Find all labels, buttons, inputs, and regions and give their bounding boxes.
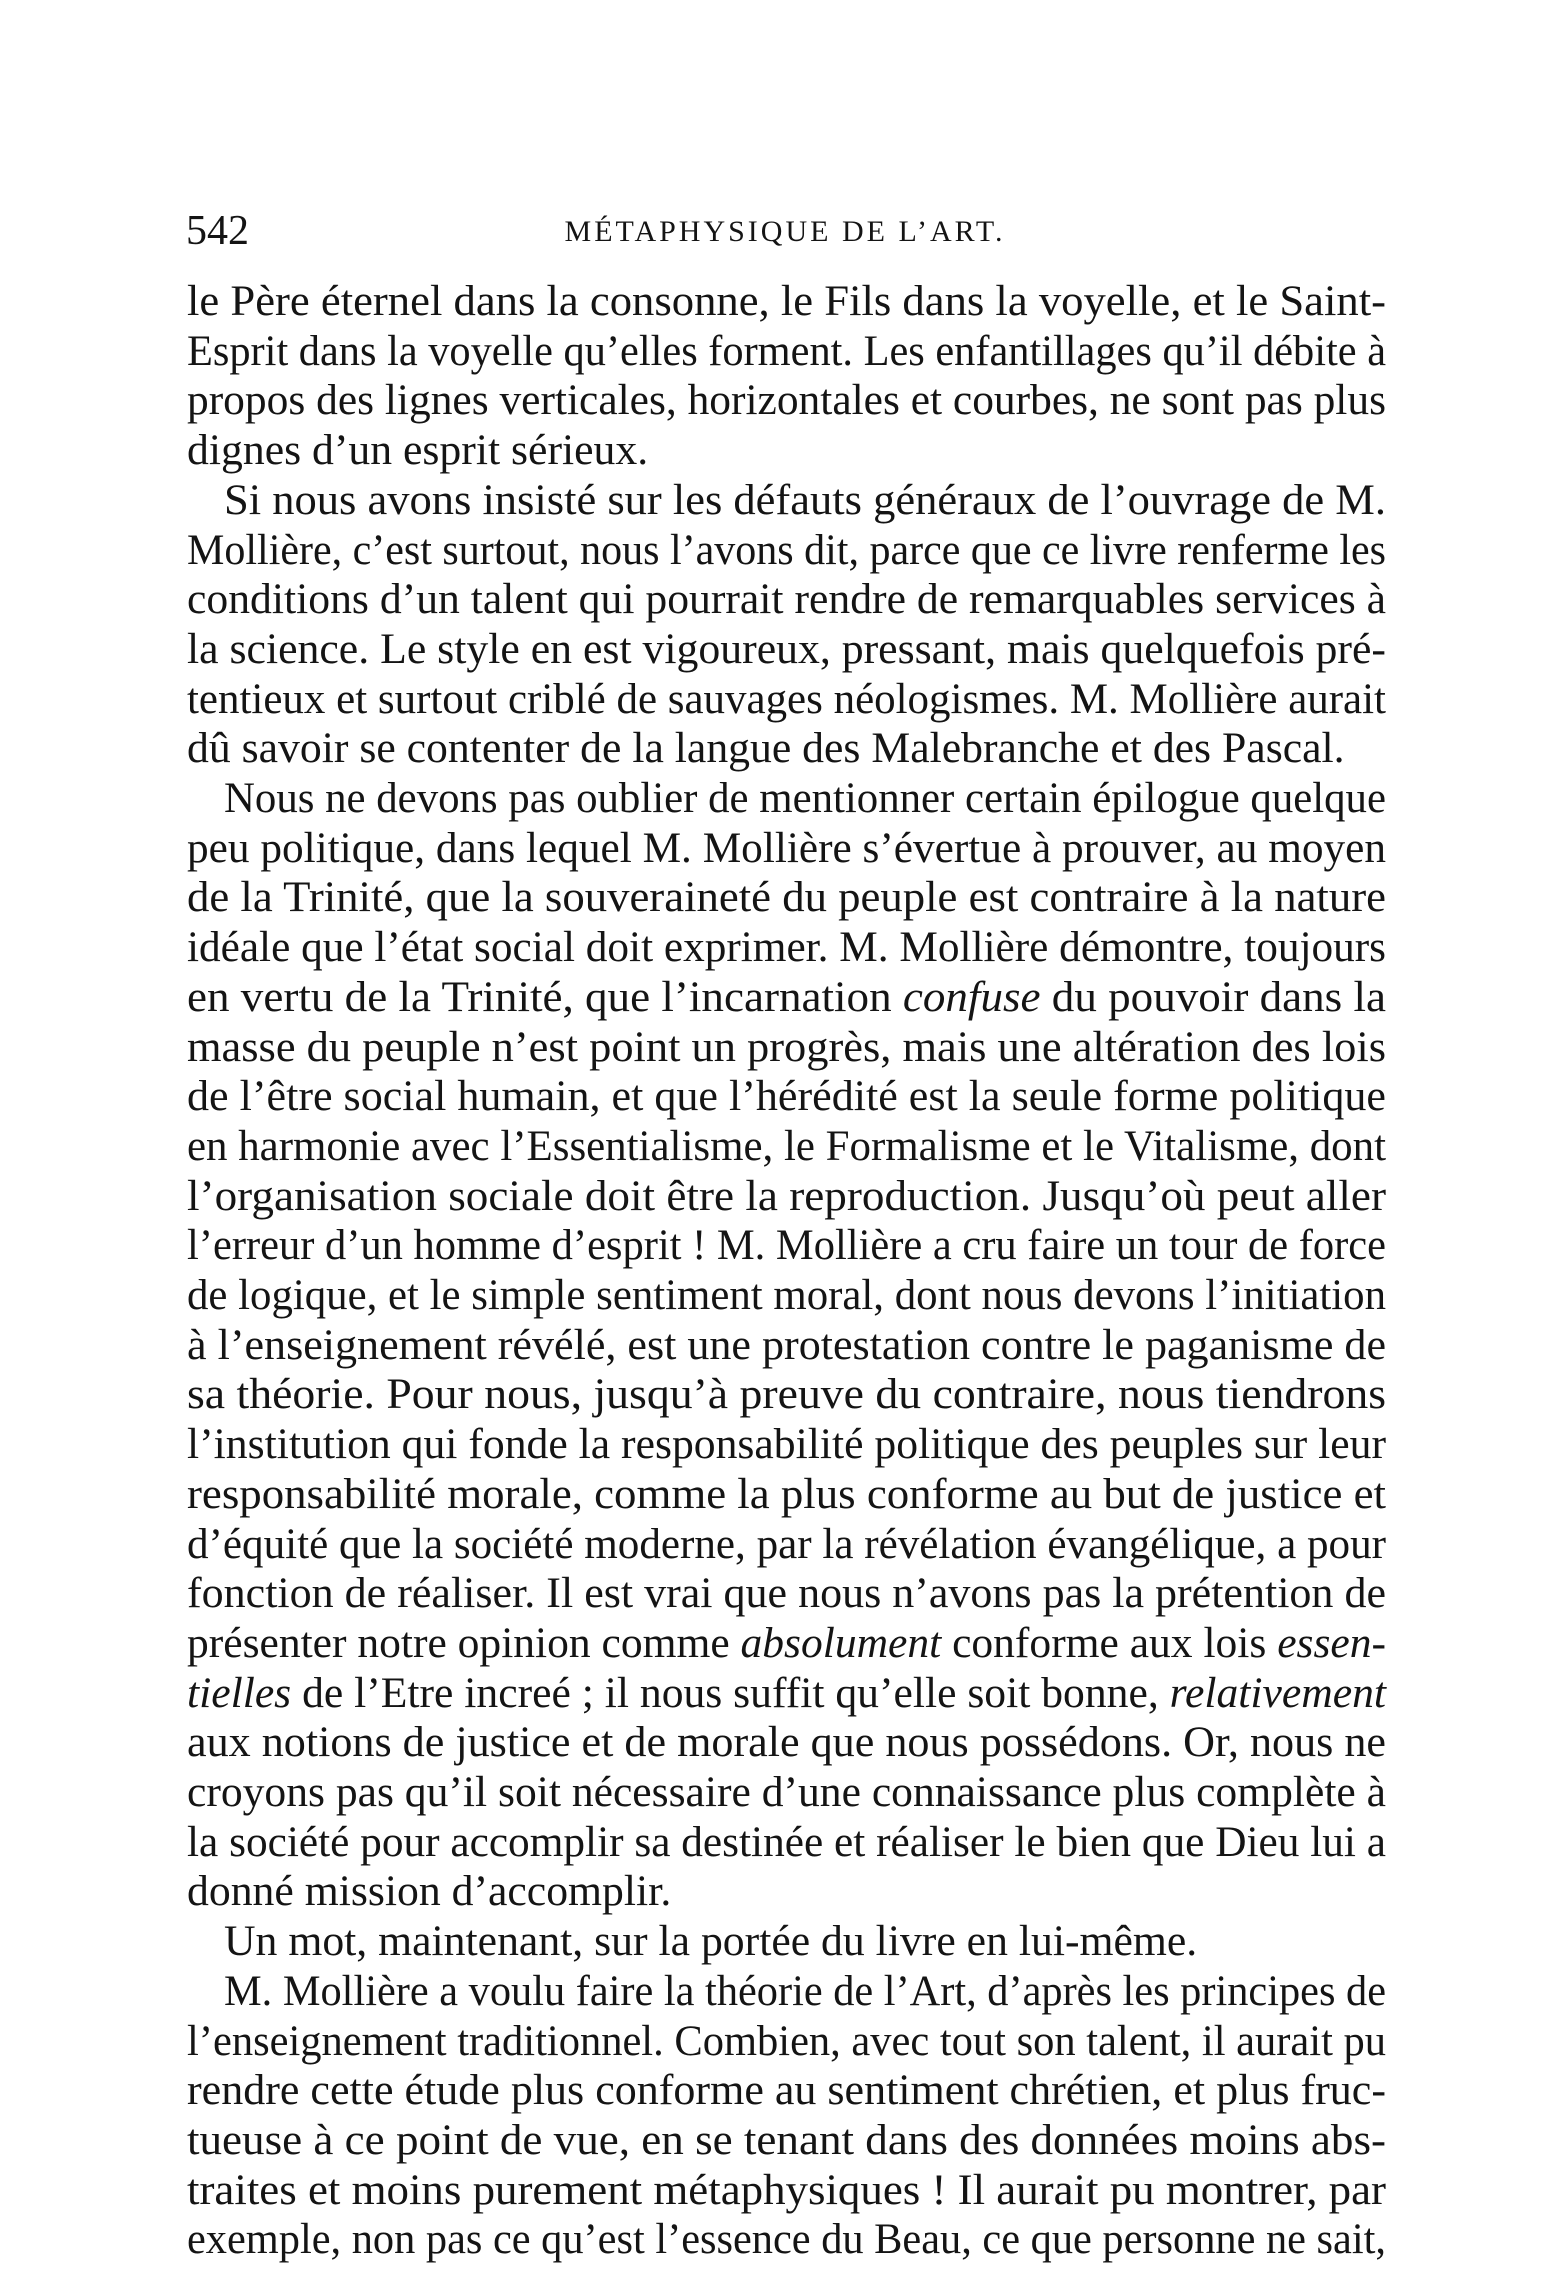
text-line [224, 1967, 1404, 2017]
text-line [187, 1271, 1391, 1321]
text-line [187, 1619, 1386, 1669]
text-span: tueuse à ce point de vue, en se tenant dans des données moins abs- [187, 2116, 1386, 2164]
text-line [187, 1520, 1386, 1570]
text-span: du pouvoir dans la [1040, 973, 1386, 1021]
text-line-content [187, 2116, 1386, 2166]
text-span: le Père éternel dans la consonne, le Fils dans la voyelle, et le Saint- [187, 278, 1386, 325]
text-span: l’enseignement traditionnel. Combien, avec tout son talent, il aurait pu [187, 2017, 1386, 2065]
text-line [187, 2066, 1386, 2116]
text-span: de la Trinité, que la souveraineté du peuple est contraire à la nature [187, 874, 1386, 922]
text-line [187, 376, 1386, 426]
text-line-content [187, 376, 1386, 426]
text-line-content [187, 1718, 1386, 1768]
text-line-content [187, 923, 1386, 973]
text-line [187, 724, 1345, 774]
text-span: conforme aux lois [941, 1619, 1278, 1667]
text-span: fonction de réaliser. Il est vrai que nous n’avons pas la prétention de [187, 1570, 1386, 1618]
text-span: la science. Le style en est vigoureux, pressant, mais quelquefois pré- [187, 625, 1386, 673]
text-line-content [187, 277, 1386, 327]
text-line-content [187, 526, 1386, 576]
text-span: croyons pas qu’il soit nécessaire d’une connaissance plus complète à [187, 1769, 1386, 1816]
italic-text: tielles [187, 1669, 292, 1717]
text-line-content [187, 1470, 1386, 1520]
text-span: traites et moins purement métaphysiques ! Il aurait pu montrer, par [187, 2166, 1386, 2214]
text-span: idéale que l’état social doit exprimer. M. Mollière démontre, toujours [187, 924, 1386, 972]
text-span: de l’être social humain, et que l’hérédité est la seule forme politique [187, 1073, 1386, 1121]
text-line-content [187, 575, 1386, 625]
text-line [187, 1818, 1386, 1868]
text-span: l’institution qui fonde la responsabilité politique des peuples sur leur [187, 1421, 1386, 1469]
text-line-content [224, 774, 1386, 824]
text-line-content [187, 2166, 1386, 2216]
text-span: tentieux et surtout criblé de sauvages néologismes. M. Mollière aurait [187, 675, 1386, 723]
text-span: Nous ne devons pas oublier de mentionner certain épilogue quelque [224, 775, 1386, 822]
text-line-content [187, 1420, 1386, 1470]
text-span: sa théorie. Pour nous, jusqu’à preuve du contraire, nous tiendrons [187, 1371, 1386, 1419]
italic-text: absolument [740, 1619, 942, 1667]
text-span: à l’enseignement révélé, est une protestation contre le paganisme de [187, 1321, 1386, 1369]
text-line [187, 1569, 1386, 1619]
text-line-content [187, 1619, 1386, 1669]
text-line-content [187, 1122, 1386, 1172]
text-span: l’erreur d’un homme d’esprit ! M. Mollière a cru faire un tour de force [187, 1222, 1386, 1270]
text-line-content [187, 973, 1386, 1023]
text-line-content [187, 1321, 1386, 1371]
italic-text: relativement [1169, 1669, 1386, 1717]
text-line [187, 575, 1386, 625]
text-span: donné mission d’accomplir. [187, 1868, 672, 1916]
text-line [187, 1072, 1386, 1122]
text-span: propos des lignes verticales, horizontales et courbes, ne sont pas plus [187, 377, 1386, 425]
text-span: exemple, non pas ce qu’est l’essence du Beau, ce que personne ne sait, [187, 2216, 1386, 2264]
text-line-content [187, 1072, 1386, 1122]
text-line-content [187, 873, 1386, 923]
text-line-content [187, 2066, 1386, 2116]
text-line [187, 2017, 1400, 2067]
text-line [187, 526, 1414, 576]
text-line-content [187, 1172, 1386, 1222]
text-line [187, 1470, 1386, 1520]
text-line [187, 824, 1386, 874]
text-line [187, 1718, 1386, 1768]
text-line-content [187, 327, 1386, 377]
text-line-content [187, 426, 648, 476]
text-line-content [224, 476, 1386, 526]
text-line [187, 1321, 1386, 1371]
text-line-content [224, 1917, 1197, 1967]
text-line [187, 1172, 1386, 1222]
text-line [187, 1669, 1386, 1719]
text-span: présenter notre opinion comme [187, 1619, 741, 1667]
text-line [187, 1221, 1400, 1271]
text-span: peu politique, dans lequel M. Mollière s’évertue à prouver, au moyen [187, 824, 1386, 872]
text-line-content [187, 2215, 1386, 2265]
text-line [187, 625, 1386, 675]
text-span: en harmonie avec l’Essentialisme, le Formalisme et le Vitalisme, dont [187, 1122, 1386, 1170]
text-span: Si nous avons insisté sur les défauts généraux de l’ouvrage de M. [224, 476, 1386, 524]
text-line-content [187, 1520, 1386, 1570]
text-span: la société pour accomplir sa destinée et réaliser le bien que Dieu lui a [187, 1818, 1386, 1866]
text-line-content [187, 1221, 1386, 1271]
text-line [187, 2116, 1386, 2166]
text-line [187, 426, 649, 476]
text-span: d’équité que la société moderne, par la révélation évangélique, a pour [187, 1520, 1386, 1568]
text-span: conditions d’un talent qui pourrait rendre de remarquables services à [187, 576, 1386, 624]
text-line-content [187, 1271, 1386, 1321]
text-span: masse du peuple n’est point un progrès, mais une altération des lois [187, 1023, 1386, 1071]
text-line [187, 1370, 1386, 1420]
text-line-content [187, 1569, 1386, 1619]
page-number: 542 [186, 208, 249, 254]
text-span: M. Mollière a voulu faire la théorie de l’Art, d’après les principes de [224, 1967, 1386, 2015]
text-line [187, 1122, 1389, 1172]
text-span: Mollière, c’est surtout, nous l’avons dit, parce que ce livre renferme les [187, 526, 1386, 574]
running-title: MÉTAPHYSIQUE DE L’ART. [564, 215, 1006, 248]
text-line-content [224, 1967, 1386, 2017]
text-line-content [187, 675, 1386, 725]
text-span: dû savoir se contenter de la langue des Malebranche et des Pascal. [187, 725, 1345, 773]
text-line-content [187, 1023, 1386, 1073]
text-line-content [187, 1768, 1386, 1818]
text-line-content [187, 1818, 1386, 1868]
text-line [187, 2166, 1386, 2216]
text-line [224, 1917, 1198, 1967]
text-span: de l’Etre increé ; il nous suffit qu’elle soit bonne, [291, 1669, 1170, 1717]
text-line [187, 1768, 1386, 1818]
text-line-content [187, 1669, 1386, 1719]
italic-text: confuse [902, 973, 1041, 1021]
text-line [187, 1023, 1386, 1073]
text-line [224, 476, 1386, 526]
text-span: de logique, et le simple sentiment moral, dont nous devons l’initiation [187, 1272, 1386, 1319]
text-span: responsabilité morale, comme la plus conforme au but de justice et [187, 1470, 1386, 1518]
text-line [187, 2215, 1404, 2265]
text-line-content [187, 1370, 1386, 1420]
italic-text: essen- [1277, 1619, 1386, 1667]
text-line [187, 973, 1386, 1023]
text-line [187, 675, 1387, 725]
text-span: aux notions de justice et de morale que nous possédons. Or, nous ne [187, 1719, 1386, 1767]
text-line [187, 1867, 672, 1917]
text-line-content [187, 2017, 1386, 2067]
text-line-content [187, 724, 1345, 774]
text-line [187, 923, 1386, 973]
text-line-content [187, 824, 1386, 874]
text-line [187, 1420, 1386, 1470]
text-line [187, 873, 1386, 923]
text-span: rendre cette étude plus conforme au sentiment chrétien, et plus fruc- [187, 2067, 1386, 2115]
text-line-content [187, 625, 1386, 675]
text-span: Un mot, maintenant, sur la portée du livre en lui-même. [224, 1918, 1198, 1966]
text-line [187, 327, 1404, 377]
text-span: l’organisation sociale doit être la reproduction. Jusqu’où peut aller [187, 1172, 1386, 1220]
text-line-content [187, 1867, 671, 1917]
text-line [224, 774, 1391, 824]
text-span: Esprit dans la voyelle qu’elles forment. Les enfantillages qu’il débite à [187, 327, 1386, 375]
text-span: en vertu de la Trinité, que l’incarnation [187, 973, 903, 1021]
text-line [187, 277, 1386, 327]
text-span: dignes d’un esprit sérieux. [187, 427, 649, 475]
